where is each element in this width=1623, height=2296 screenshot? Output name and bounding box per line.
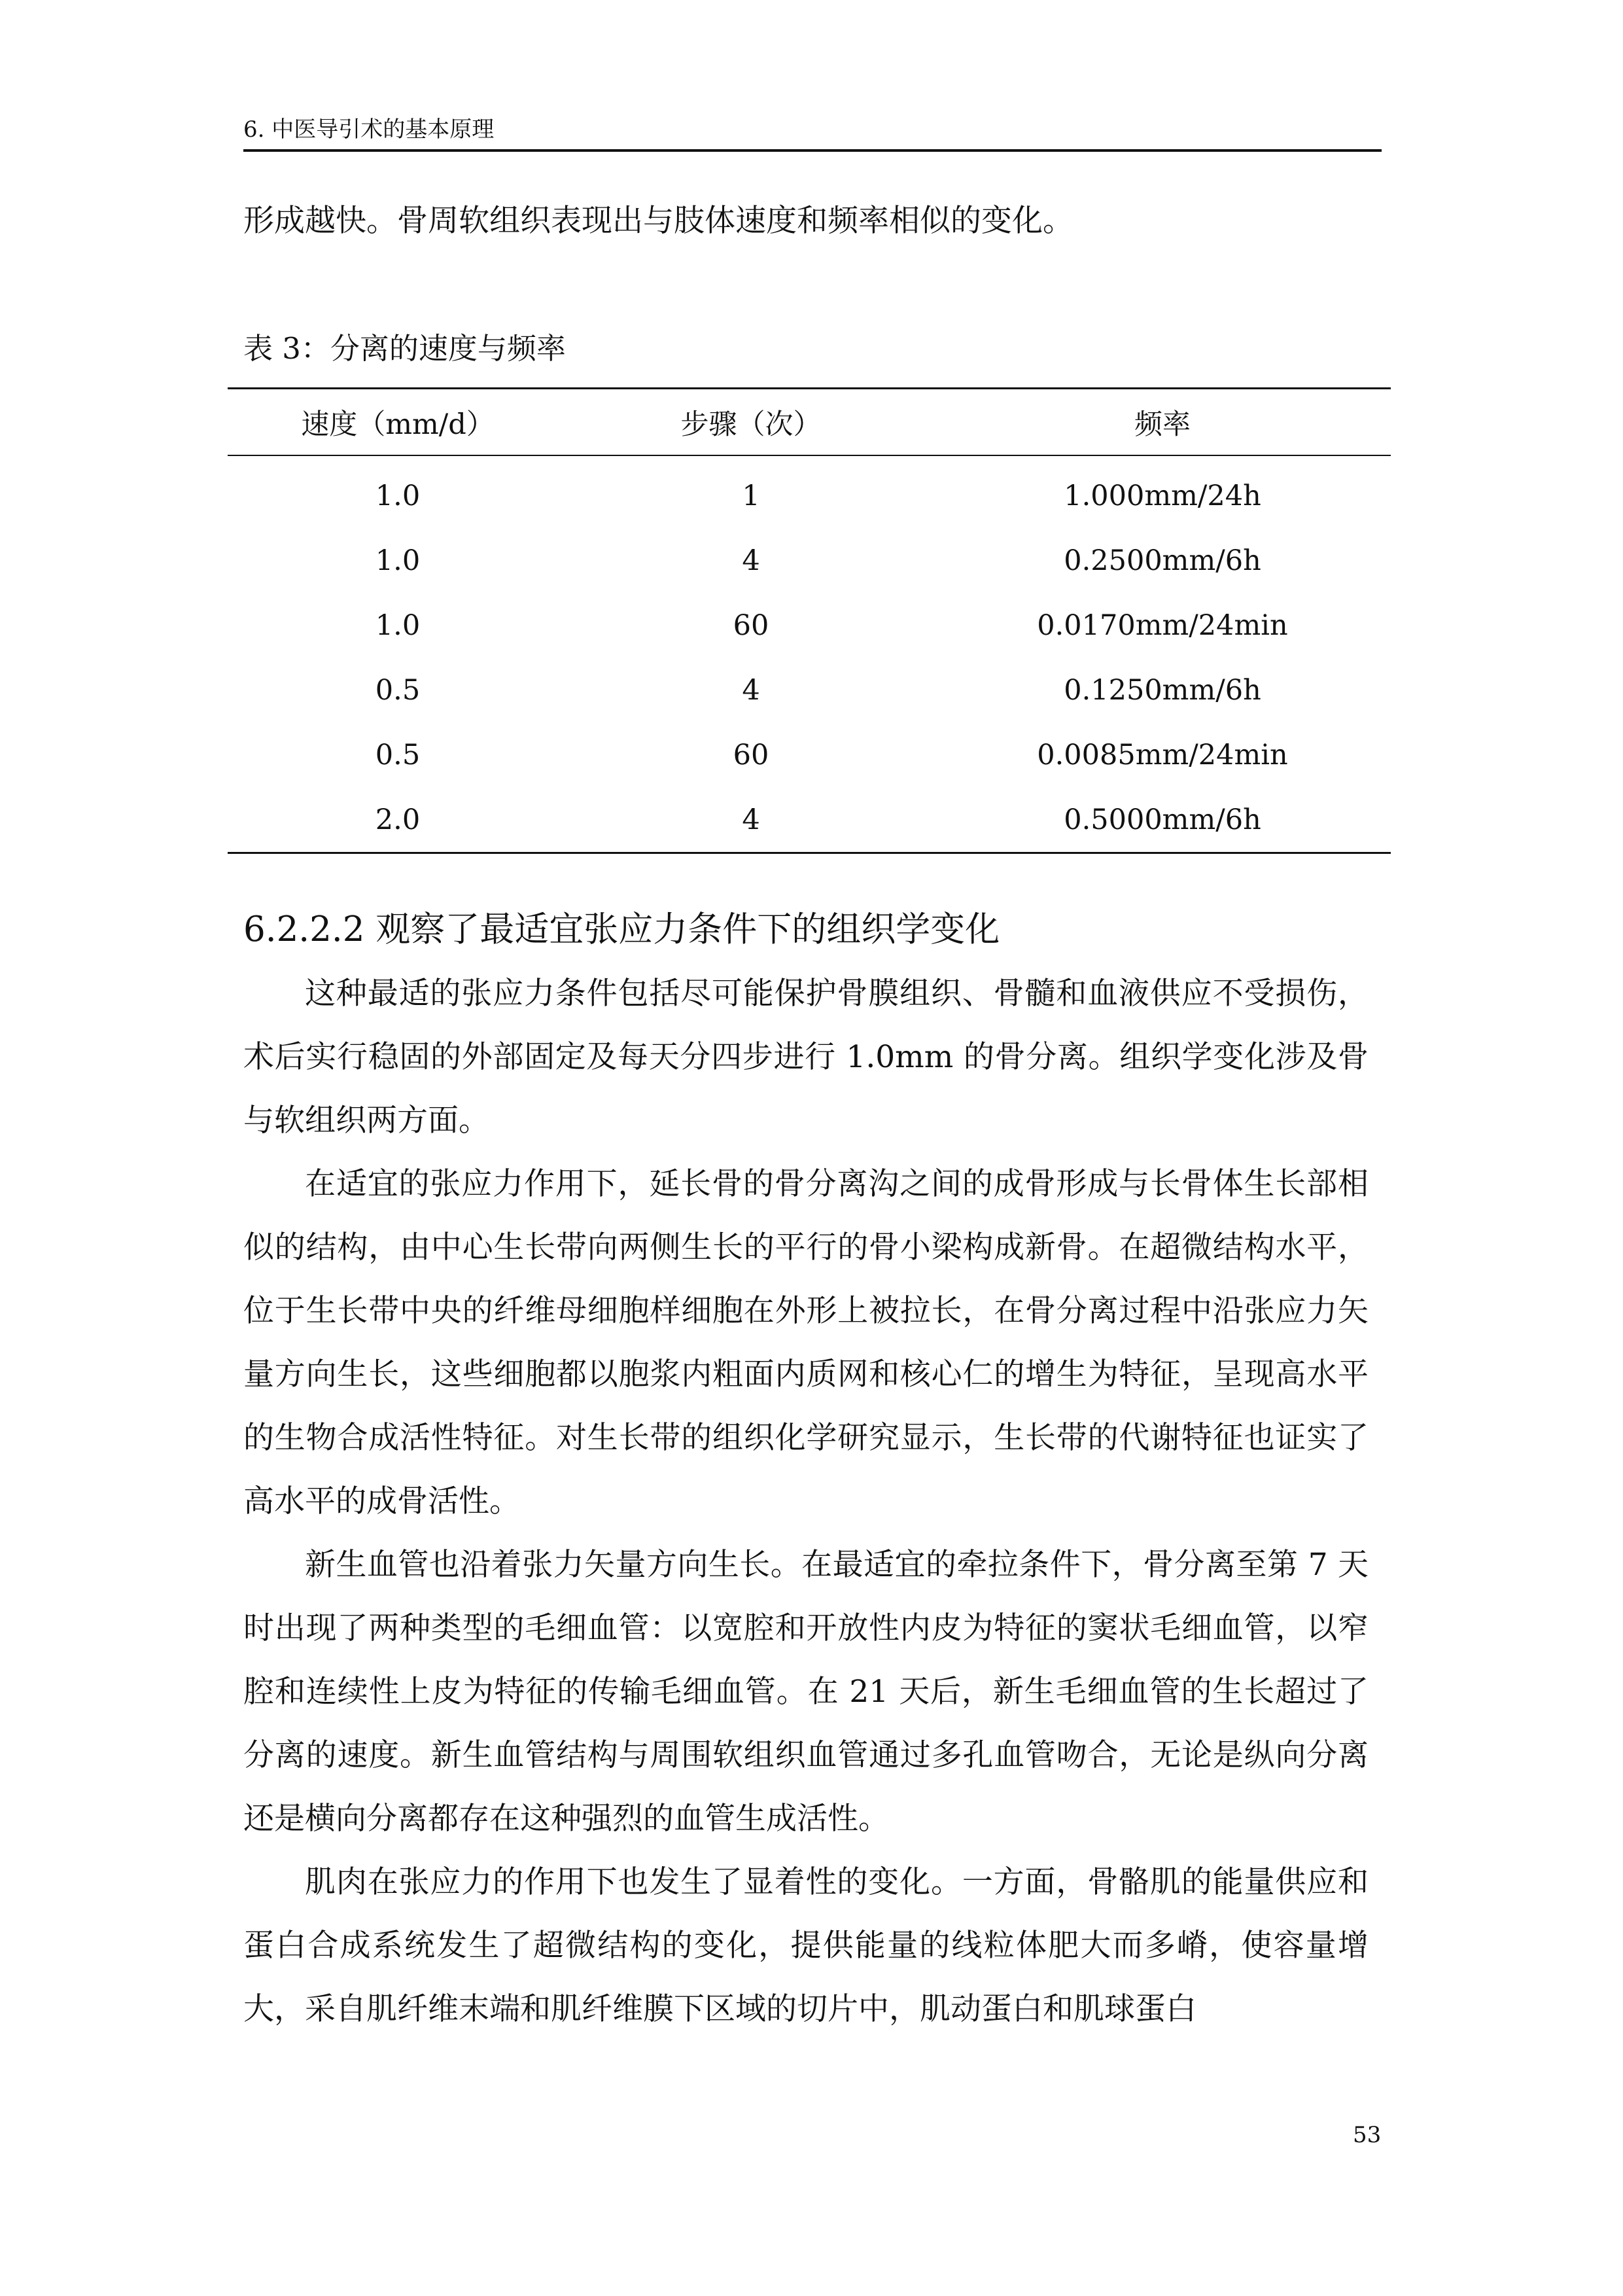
table-row — [228, 593, 1391, 658]
table-row — [228, 787, 1391, 853]
table-row — [228, 658, 1391, 722]
table-cell: 1.0 — [375, 479, 421, 512]
column-header-steps: 步骤（次） — [680, 408, 822, 441]
table-cell: 0.1250mm/6h — [1064, 673, 1261, 707]
table-row — [228, 455, 1391, 528]
paragraph: 肌肉在张应力的作用下也发生了显着性的变化。一方面，骨骼肌的能量供应和蛋白合成系统发生了超微结构的变化，提供能量的线粒体肥大而多嵴，使容量增大，采自肌纤维末端和肌纤维膜下区域的切片中，肌动蛋白和肌球蛋白 — [243, 1864, 1369, 2027]
table-cell: 0.5 — [375, 738, 421, 771]
paragraph: 在适宜的张应力作用下，延长骨的骨分离沟之间的成骨形成与长骨体生长部相似的结构，由中心生长带向两侧生长的平行的骨小梁构成新骨。在超微结构水平，位于生长带中央的纤维母细胞样细胞在外形上被拉长，在骨分离过程中沿张应力矢量方向生长，这些细胞都以胞浆内粗面内质网和核心仁的增生为特征，呈现高水平的生物合成活性特征。对生长带的组织化学研究显示，生长带的代谢特征也证实了高水平的成骨活性。 — [243, 1166, 1369, 1519]
table-cell: 0.0170mm/24min — [1037, 609, 1288, 642]
table-cell: 4 — [742, 673, 760, 707]
table-cell: 4 — [742, 803, 760, 836]
table-cell: 1 — [742, 479, 760, 512]
section-heading: 6.2.2.2 观察了最适宜张应力条件下的组织学变化 — [243, 910, 1000, 949]
table-cell: 1.0 — [375, 544, 421, 577]
table-cell: 0.0085mm/24min — [1037, 738, 1288, 771]
table-cell: 60 — [733, 609, 769, 642]
table-cell: 0.5 — [375, 673, 421, 707]
page-number: 53 — [1353, 2122, 1382, 2148]
table-cell: 1.0 — [375, 609, 421, 642]
data-table — [228, 387, 1391, 854]
column-header-speed: 速度（mm/d） — [301, 408, 495, 441]
table-cell: 60 — [733, 738, 769, 771]
paragraph: 新生血管也沿着张力矢量方向生长。在最适宜的牵拉条件下，骨分离至第 7 天时出现了两种类型的毛细血管：以宽腔和开放性内皮为特征的窦状毛细血管，以窄腔和连续性上皮为特征的传输毛细血管。在 21 天后，新生毛细血管的生长超过了分离的速度。新生血管结构与周围软组织血管通过多孔血管吻合，无论是纵向分离还是横向分离都存在这种强烈的血管生成活性。 — [243, 1547, 1369, 1837]
table-cell: 2.0 — [375, 803, 421, 836]
table-cell: 0.5000mm/6h — [1064, 803, 1261, 836]
table-cell: 4 — [742, 544, 760, 577]
paragraph: 这种最适的张应力条件包括尽可能保护骨膜组织、骨髓和血液供应不受损伤，术后实行稳固的外部固定及每天分四步进行 1.0mm 的骨分离。组织学变化涉及骨与软组织两方面。 — [243, 976, 1369, 1139]
table-caption: 表 3：分离的速度与频率 — [243, 331, 566, 366]
body-text — [243, 962, 1369, 2041]
table-cell: 0.2500mm/6h — [1064, 544, 1261, 577]
header-rule — [243, 149, 1382, 152]
running-header: 6. 中医导引术的基本原理 — [243, 116, 495, 143]
table-cell: 1.000mm/24h — [1064, 479, 1261, 512]
table-row — [228, 722, 1391, 787]
table-row — [228, 528, 1391, 593]
table-header-row — [228, 389, 1391, 456]
column-header-frequency: 频率 — [1134, 408, 1191, 441]
intro-line: 形成越快。骨周软组织表现出与肢体速度和频率相似的变化。 — [243, 203, 1073, 239]
